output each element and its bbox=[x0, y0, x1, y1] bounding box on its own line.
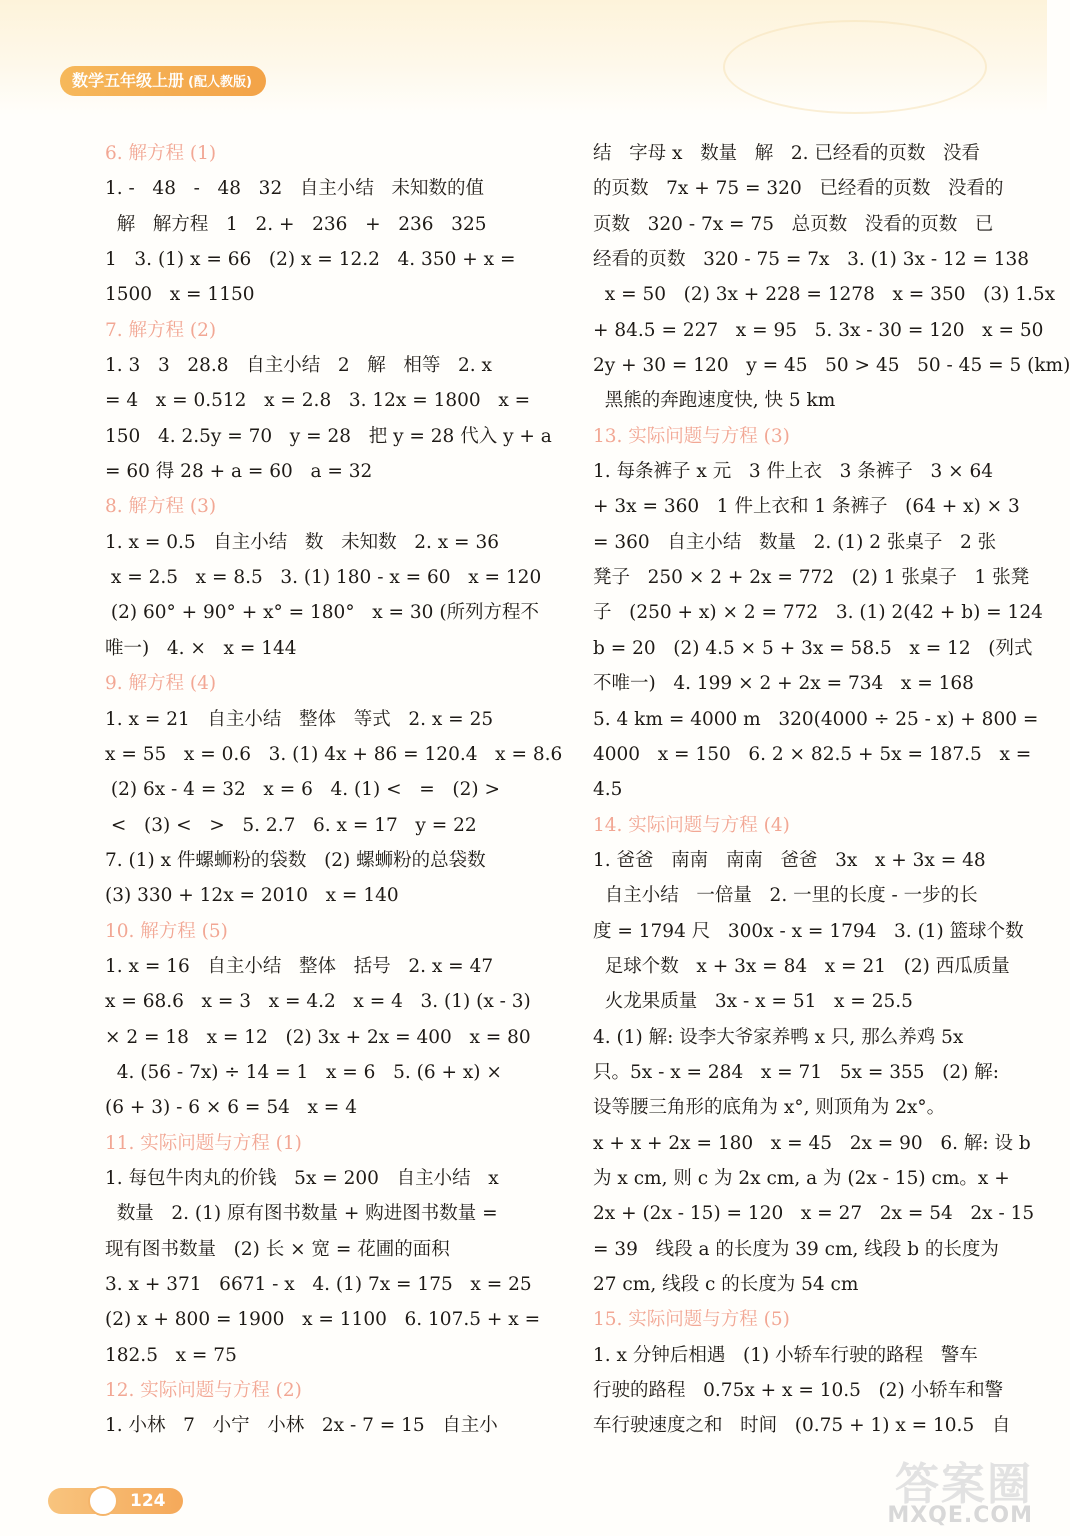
answer-line: 1500 x = 1150 bbox=[105, 284, 255, 306]
answer-line: 2x + (2x - 15) = 120 x = 27 2x = 54 2x - 15 bbox=[593, 1203, 1035, 1225]
answer-line: b = 20 (2) 4.5 × 5 + 3x = 58.5 x = 12 (列式 bbox=[593, 637, 1033, 659]
book-title: 数学五年级上册 bbox=[72, 71, 185, 90]
answer-line: 凳子 250 × 2 + 2x = 772 (2) 1 张桌子 1 张凳 bbox=[593, 567, 1030, 589]
section-heading: 11. 实际问题与方程 (1) bbox=[105, 1132, 302, 1154]
answer-line: (6 + 3) - 6 × 6 = 54 x = 4 bbox=[105, 1097, 357, 1119]
answer-line: 5. 4 km = 4000 m 320(4000 ÷ 25 - x) + 800 = bbox=[593, 708, 1039, 730]
answer-column-left bbox=[105, 136, 563, 1444]
answer-line: 不唯一) 4. 199 × 2 + 2x = 734 x = 168 bbox=[593, 673, 974, 695]
answer-line: 1. 3 3 28.8 自主小结 2 解 相等 2. x bbox=[105, 355, 492, 377]
watermark-logo: 答案圈 bbox=[895, 1459, 1033, 1510]
answer-line: 现有图书数量 (2) 长 × 宽 = 花圃的面积 bbox=[105, 1238, 450, 1260]
section-heading: 6. 解方程 (1) bbox=[105, 143, 217, 164]
answer-line: 子 (250 + x) × 2 = 772 3. (1) 2(42 + b) = 124 bbox=[593, 602, 1043, 624]
section-heading: 14. 实际问题与方程 (4) bbox=[593, 814, 790, 836]
answer-line: + 3x = 360 1 件上衣和 1 条裤子 (64 + x) × 3 bbox=[593, 496, 1020, 518]
answer-line: 数量 2. (1) 原有图书数量 + 购进图书数量 = bbox=[105, 1203, 498, 1225]
answer-line: = 360 自主小结 数量 2. (1) 2 张桌子 2 张 bbox=[593, 531, 997, 553]
book-edition: (配人教版) bbox=[188, 75, 252, 90]
answer-line: 黑熊的奔跑速度快, 快 5 km bbox=[593, 390, 836, 412]
answer-line: 1 3. (1) x = 66 (2) x = 12.2 4. 350 + x = bbox=[105, 249, 516, 271]
answer-line: x = 50 (2) 3x + 228 = 1278 x = 350 (3) 1.5x bbox=[593, 284, 1056, 306]
answer-line: 1. 小林 7 小宁 小林 2x - 7 = 15 自主小 bbox=[105, 1415, 498, 1437]
section-heading: 7. 解方程 (2) bbox=[105, 319, 217, 341]
section-heading: 10. 解方程 (5) bbox=[105, 920, 228, 942]
answer-line: + 84.5 = 227 x = 95 5. 3x - 30 = 120 x = 50 bbox=[593, 319, 1044, 341]
answer-line: 27 cm, 线段 c 的长度为 54 cm bbox=[593, 1274, 859, 1295]
answer-line: 为 x cm, 则 c 为 2x cm, a 为 (2x - 15) cm。x + bbox=[593, 1167, 1010, 1189]
answer-line: 150 4. 2.5y = 70 y = 28 把 y = 28 代入 y + a bbox=[105, 425, 552, 447]
answer-line: 唯一) 4. × x = 144 bbox=[105, 637, 297, 659]
section-heading: 9. 解方程 (4) bbox=[105, 673, 217, 695]
answer-line: 1. x 分钟后相遇 (1) 小轿车行驶的路程 警车 bbox=[593, 1344, 978, 1366]
answer-line: 结 字母 x 数量 解 2. 已经看的页数 没看 bbox=[593, 143, 981, 164]
answer-line: x = 68.6 x = 3 x = 4.2 x = 4 3. (1) (x - 3) bbox=[105, 991, 531, 1013]
answer-line: (3) 330 + 12x = 2010 x = 140 bbox=[105, 885, 399, 907]
answer-line: 的页数 7x + 75 = 320 已经看的页数 没看的 bbox=[593, 178, 1004, 200]
answer-line: = 4 x = 0.512 x = 2.8 3. 12x = 1800 x = bbox=[105, 390, 531, 412]
answer-line: 4.5 bbox=[593, 779, 623, 801]
answer-line: 1. - 48 - 48 32 自主小结 未知数的值 bbox=[105, 178, 485, 200]
answer-line: x + x + 2x = 180 x = 45 2x = 90 6. 解: 设 b bbox=[593, 1132, 1031, 1154]
watermark bbox=[843, 1448, 1033, 1528]
answer-line: 只。5x - x = 284 x = 71 5x = 355 (2) 解: bbox=[593, 1061, 999, 1083]
answer-line: 解 解方程 1 2. + 236 + 236 325 bbox=[105, 213, 487, 235]
answer-line: 2y + 30 = 120 y = 45 50 > 45 50 - 45 = 5 (km) bbox=[593, 355, 1070, 377]
answer-line: 4000 x = 150 6. 2 × 82.5 + 5x = 187.5 x = bbox=[593, 743, 1032, 765]
answer-line: × 2 = 18 x = 12 (2) 3x + 2x = 400 x = 80 bbox=[105, 1026, 531, 1048]
decorative-swirl bbox=[723, 20, 987, 114]
answer-line: 1. x = 16 自主小结 整体 括号 2. x = 47 bbox=[105, 955, 494, 977]
answer-line: 足球个数 x + 3x = 84 x = 21 (2) 西瓜质量 bbox=[593, 955, 1010, 977]
page-footer bbox=[48, 1484, 188, 1518]
answer-line: (2) 60° + 90° + x° = 180° x = 30 (所列方程不 bbox=[105, 602, 540, 624]
answer-line: 1. x = 21 自主小结 整体 等式 2. x = 25 bbox=[105, 708, 494, 730]
section-heading: 12. 实际问题与方程 (2) bbox=[105, 1380, 302, 1402]
answer-column-right bbox=[593, 136, 1070, 1444]
answer-line: 1. 每条裤子 x 元 3 件上衣 3 条裤子 3 × 64 bbox=[593, 461, 994, 483]
answer-line: 设等腰三角形的底角为 x°, 则顶角为 2x°。 bbox=[593, 1097, 946, 1119]
section-heading: 15. 实际问题与方程 (5) bbox=[593, 1309, 790, 1331]
answer-line: 182.5 x = 75 bbox=[105, 1344, 237, 1366]
watermark-url: MXQE.COM bbox=[887, 1503, 1033, 1528]
answer-line: (2) x + 800 = 1900 x = 1100 6. 107.5 + x = bbox=[105, 1309, 541, 1331]
answer-line: x = 55 x = 0.6 3. (1) 4x + 86 = 120.4 x = 8.6 bbox=[105, 743, 563, 765]
answer-line: 页数 320 - 7x = 75 总页数 没看的页数 已 bbox=[593, 213, 994, 235]
answer-line: 1. 爸爸 南南 南南 爸爸 3x x + 3x = 48 bbox=[593, 849, 986, 871]
answer-line: < (3) < > 5. 2.7 6. x = 17 y = 22 bbox=[105, 814, 477, 836]
section-heading: 13. 实际问题与方程 (3) bbox=[593, 425, 790, 447]
answer-line: 行驶的路程 0.75x + x = 10.5 (2) 小轿车和警 bbox=[593, 1380, 1004, 1402]
answer-line: 1. 每包牛肉丸的价钱 5x = 200 自主小结 x bbox=[105, 1167, 499, 1189]
answer-line: 4. (56 - 7x) ÷ 14 = 1 x = 6 5. (6 + x) × bbox=[105, 1061, 502, 1083]
answer-line: = 60 得 28 + a = 60 a = 32 bbox=[105, 461, 373, 483]
book-title-badge bbox=[60, 66, 266, 96]
answer-line: 度 = 1794 尺 300x - x = 1794 3. (1) 篮球个数 bbox=[593, 920, 1024, 942]
answer-line: = 39 线段 a 的长度为 39 cm, 线段 b 的长度为 bbox=[593, 1238, 999, 1260]
answer-line: 经看的页数 320 - 75 = 7x 3. (1) 3x - 12 = 138 bbox=[593, 249, 1030, 271]
answer-line: 7. (1) x 件螺蛳粉的袋数 (2) 螺蛳粉的总袋数 bbox=[105, 849, 486, 871]
answer-line: 3. x + 371 6671 - x 4. (1) 7x = 175 x = 25 bbox=[105, 1274, 532, 1295]
answer-line: 自主小结 一倍量 2. 一里的长度 - 一步的长 bbox=[593, 885, 978, 907]
page-number: 124 bbox=[130, 1491, 166, 1511]
answer-line: (2) 6x - 4 = 32 x = 6 4. (1) < = (2) > bbox=[105, 779, 500, 801]
answer-line: 1. x = 0.5 自主小结 数 未知数 2. x = 36 bbox=[105, 531, 499, 553]
answer-line: x = 2.5 x = 8.5 3. (1) 180 - x = 60 x = 120 bbox=[105, 567, 542, 589]
answer-line: 4. (1) 解: 设李大爷家养鸭 x 只, 那么养鸡 5x bbox=[593, 1026, 964, 1048]
answer-line: 火龙果质量 3x - x = 51 x = 25.5 bbox=[593, 991, 913, 1013]
footer-circle-icon bbox=[88, 1486, 118, 1516]
section-heading: 8. 解方程 (3) bbox=[105, 496, 217, 518]
answer-line: 车行驶速度之和 时间 (0.75 + 1) x = 10.5 自 bbox=[593, 1415, 1011, 1437]
